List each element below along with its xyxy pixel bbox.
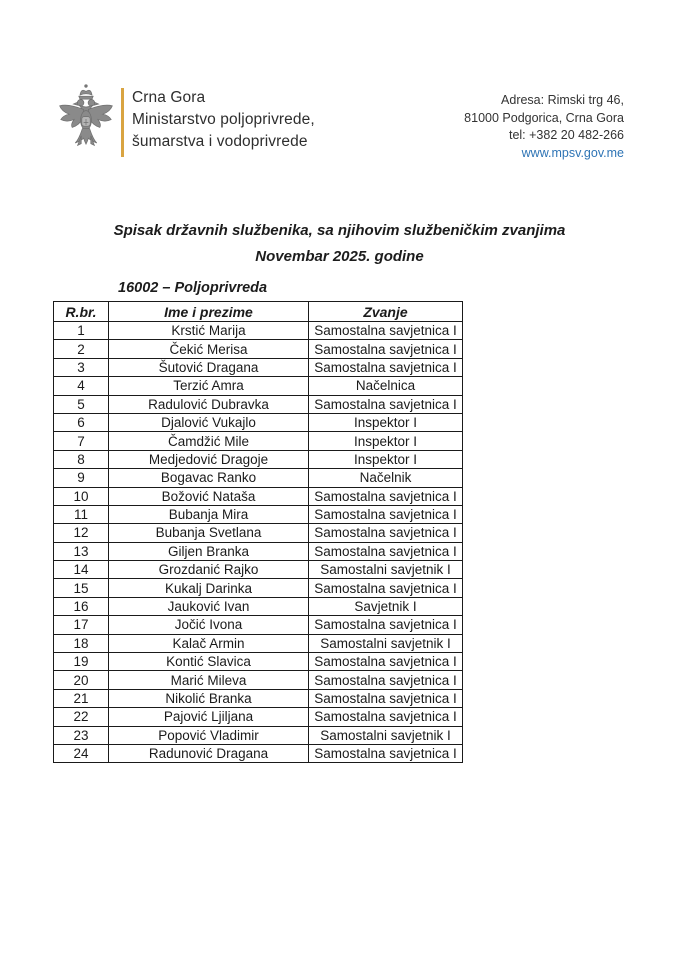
row-number: 20	[54, 671, 109, 689]
employee-name: Šutović Dragana	[109, 358, 309, 376]
employee-title: Samostalna savjetnica I	[309, 395, 463, 413]
table-row	[54, 377, 463, 395]
montenegro-coat-of-arms-icon	[56, 82, 116, 162]
table-row	[54, 358, 463, 376]
column-header-zvanje: Zvanje	[309, 302, 463, 322]
table-row	[54, 524, 463, 542]
org-ministry-line2: šumarstva i vodoprivrede	[132, 133, 308, 150]
table-row	[54, 340, 463, 358]
employee-title: Samostalni savjetnik I	[309, 561, 463, 579]
row-number: 3	[54, 358, 109, 376]
table-row	[54, 542, 463, 560]
section-heading: 16002 – Poljoprivreda	[118, 280, 268, 296]
employee-title: Samostalni savjetnik I	[309, 726, 463, 744]
employee-title: Savjetnik I	[309, 597, 463, 615]
employee-title: Samostalna savjetnica I	[309, 487, 463, 505]
employee-name: Kontić Slavica	[109, 653, 309, 671]
employee-title: Samostalna savjetnica I	[309, 671, 463, 689]
table-body	[54, 322, 463, 763]
employee-name: Radulović Dubravka	[109, 395, 309, 413]
document-title-line2: Novembar 2025. godine	[255, 248, 424, 265]
row-number: 12	[54, 524, 109, 542]
employee-name: Giljen Branka	[109, 542, 309, 560]
employee-name: Božović Nataša	[109, 487, 309, 505]
row-number: 2	[54, 340, 109, 358]
employee-name: Jauković Ivan	[109, 597, 309, 615]
table-row	[54, 653, 463, 671]
table-row	[54, 505, 463, 523]
address-block	[464, 92, 624, 162]
row-number: 8	[54, 450, 109, 468]
employee-title: Samostalna savjetnica I	[309, 689, 463, 707]
employee-name: Medjedović Dragoje	[109, 450, 309, 468]
row-number: 23	[54, 726, 109, 744]
row-number: 19	[54, 653, 109, 671]
employee-title: Samostalna savjetnica I	[309, 616, 463, 634]
row-number: 14	[54, 561, 109, 579]
table-row	[54, 432, 463, 450]
employee-name: Bubanja Mira	[109, 505, 309, 523]
table-row	[54, 726, 463, 744]
employee-name: Čekić Merisa	[109, 340, 309, 358]
employee-name: Pajović Ljiljana	[109, 708, 309, 726]
table-row	[54, 487, 463, 505]
table-header-row	[54, 302, 463, 322]
row-number: 11	[54, 505, 109, 523]
employee-name: Bubanja Svetlana	[109, 524, 309, 542]
employee-name: Čamdžić Mile	[109, 432, 309, 450]
employee-title: Samostalna savjetnica I	[309, 744, 463, 762]
table-row	[54, 469, 463, 487]
row-number: 18	[54, 634, 109, 652]
address-street: Adresa: Rimski trg 46,	[501, 93, 624, 107]
column-header-name: Ime i prezime	[109, 302, 309, 322]
staff-table	[53, 301, 463, 763]
employee-name: Terzić Amra	[109, 377, 309, 395]
row-number: 16	[54, 597, 109, 615]
row-number: 24	[54, 744, 109, 762]
employee-name: Djalović Vukajlo	[109, 413, 309, 431]
table-row	[54, 689, 463, 707]
employee-name: Bogavac Ranko	[109, 469, 309, 487]
employee-title: Samostalni savjetnik I	[309, 634, 463, 652]
table-row	[54, 708, 463, 726]
row-number: 7	[54, 432, 109, 450]
employee-title: Samostalna savjetnica I	[309, 505, 463, 523]
table-row	[54, 634, 463, 652]
row-number: 1	[54, 322, 109, 340]
table-row	[54, 322, 463, 340]
employee-title: Samostalna savjetnica I	[309, 542, 463, 560]
employee-title: Inspektor I	[309, 432, 463, 450]
employee-name: Jočić Ivona	[109, 616, 309, 634]
employee-name: Krstić Marija	[109, 322, 309, 340]
table-row	[54, 597, 463, 615]
row-number: 17	[54, 616, 109, 634]
employee-name: Grozdanić Rajko	[109, 561, 309, 579]
row-number: 13	[54, 542, 109, 560]
row-number: 22	[54, 708, 109, 726]
table-row	[54, 395, 463, 413]
employee-title: Samostalna savjetnica I	[309, 340, 463, 358]
employee-name: Popović Vladimir	[109, 726, 309, 744]
row-number: 10	[54, 487, 109, 505]
document-title-line1: Spisak državnih službenika, sa njihovim službeničkim zvanjima	[113, 222, 566, 239]
employee-name: Marić Mileva	[109, 671, 309, 689]
employee-name: Radunović Dragana	[109, 744, 309, 762]
document-title	[0, 218, 679, 270]
employee-title: Načelnica	[309, 377, 463, 395]
table-row	[54, 450, 463, 468]
table-row	[54, 413, 463, 431]
employee-title: Samostalna savjetnica I	[309, 579, 463, 597]
table-row	[54, 671, 463, 689]
address-phone: tel: +382 20 482-266	[508, 128, 624, 142]
address-city: 81000 Podgorica, Crna Gora	[464, 110, 624, 125]
employee-name: Kalač Armin	[109, 634, 309, 652]
employee-title: Samostalna savjetnica I	[309, 653, 463, 671]
table-row	[54, 744, 463, 762]
row-number: 21	[54, 689, 109, 707]
organization-block	[132, 87, 315, 153]
org-ministry-line1: Ministarstvo poljoprivrede,	[132, 111, 315, 128]
employee-name: Nikolić Branka	[109, 689, 309, 707]
employee-title: Samostalna savjetnica I	[309, 524, 463, 542]
org-country: Crna Gora	[132, 89, 206, 106]
employee-title: Samostalna savjetnica I	[309, 358, 463, 376]
table-row	[54, 616, 463, 634]
employee-title: Načelnik	[309, 469, 463, 487]
row-number: 15	[54, 579, 109, 597]
row-number: 5	[54, 395, 109, 413]
employee-name: Kukalj Darinka	[109, 579, 309, 597]
table-row	[54, 561, 463, 579]
employee-title: Inspektor I	[309, 413, 463, 431]
employee-title: Inspektor I	[309, 450, 463, 468]
column-header-rbr: R.br.	[54, 302, 109, 322]
letterhead-divider	[121, 88, 124, 157]
employee-title: Samostalna savjetnica I	[309, 322, 463, 340]
website-link[interactable]: www.mpsv.gov.me	[521, 145, 624, 160]
row-number: 9	[54, 469, 109, 487]
table-row	[54, 579, 463, 597]
employee-title: Samostalna savjetnica I	[309, 708, 463, 726]
row-number: 4	[54, 377, 109, 395]
row-number: 6	[54, 413, 109, 431]
